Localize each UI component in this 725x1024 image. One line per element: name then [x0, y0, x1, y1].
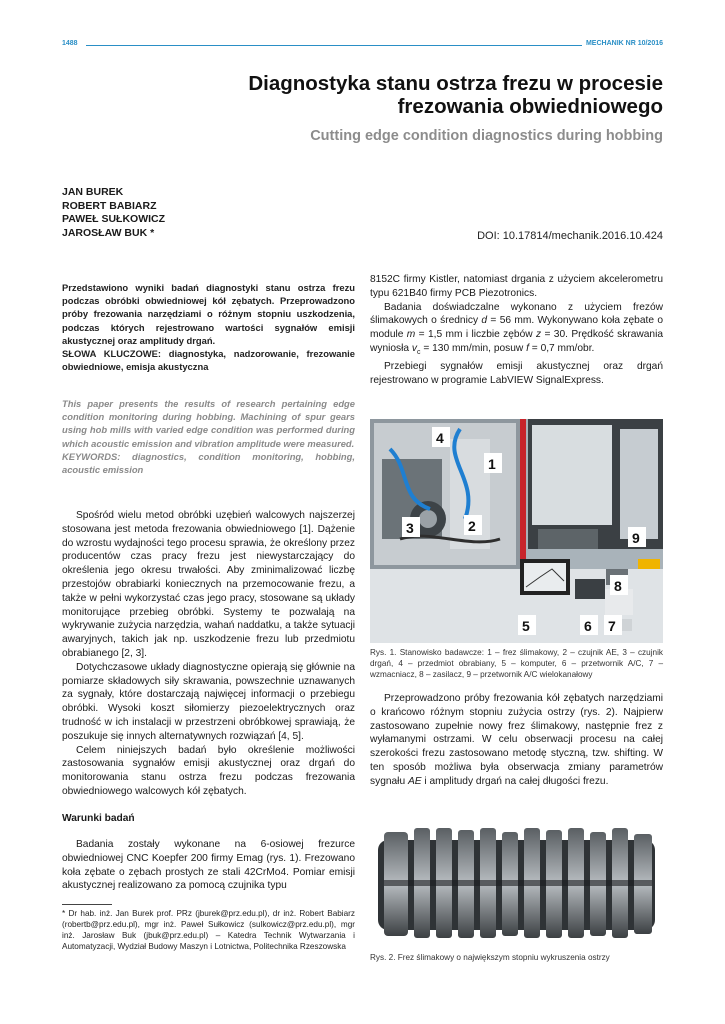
author-name: ROBERT BABIARZ	[62, 199, 157, 212]
footnote: * Dr hab. inż. Jan Burek prof. PRz (jburek@prz.edu.pl), dr inż. Robert Babiarz (robertb@prz.edu.pl), mgr inż. Paweł Sułkowicz (sulkowicz@prz.edu.pl), mgr inż. Jarosław Buk (jbuk@prz.edu.pl) – Katedra Technik Wytwarzania i Automatyzacji, Wydział Budowy Maszyn i Lotnictwa, Politechnika Rzeszowska	[62, 909, 355, 951]
abstract-text: Przedstawiono wyniki badań diagnostyki stanu ostrza frezu podczas obróbki obwiedniowej kół zębatych. Przeprowadzono próby frezowania narzędziami o różnym stopniu uszkodzenia, podczas których rejestrowano wartości sygnałów emisji akustycznej oraz amplitudy drgań.	[62, 282, 355, 346]
paragraph: Przebiegi sygnałów emisji akustycznej oraz drgań rejestrowano w programie LabVIEW SignalExpress.	[370, 360, 663, 386]
svg-text:4: 4	[436, 430, 444, 446]
section-body	[62, 838, 355, 893]
figure-1-test-stand	[370, 419, 663, 643]
footnote-rule	[62, 904, 112, 905]
svg-text:9: 9	[632, 530, 640, 546]
figure-1-caption: Rys. 1. Stanowisko badawcze: 1 – frez ślimakowy, 2 – czujnik AE, 3 – czujnik drgań, 4 – przedmiot obrabiany, 5 – komputer, 6 – przetwornik A/C, 7 – wzmacniacz, 8 – zasilacz, 9 – przetwornik A/C wielokanałowy	[370, 648, 663, 679]
svg-text:6: 6	[584, 618, 592, 634]
title-line-2: frezowania obwiedniowego	[397, 95, 663, 118]
english-title: Cutting edge condition diagnostics during hobbing	[310, 128, 663, 144]
svg-text:5: 5	[522, 618, 530, 634]
paragraph: Badania doświadczalne wykonano z użyciem frezów ślimakowych o średnicy d = 56 mm. Wykonywano koła zębate o module m = 1,5 mm i liczbie zębów z = 30. Prędkość skrawania wyniosła $v_c = 130$ mm/min, posuw f = 0,7 mm/obr.	[370, 301, 664, 357]
svg-text:2: 2	[468, 518, 476, 534]
paragraph: Celem niniejszych badań było określenie możliwości zastosowania sygnałów emisji akustycznej oraz drgań do monitorowania stanu ostrza frezu podczas frezowania obwiedniowego walcowych kół zębatych.	[62, 744, 355, 797]
figure-2-caption: Rys. 2. Frez ślimakowy o największym stopniu wykruszenia ostrzy	[370, 953, 610, 962]
svg-text:8: 8	[614, 578, 622, 594]
author-name: JAROSŁAW BUK *	[62, 226, 155, 239]
author-name: JAN BUREK	[62, 186, 124, 198]
section-heading: Warunki badań	[62, 813, 135, 824]
journal-name: MECHANIK NR 10/2016	[585, 40, 663, 47]
figure-2-hob	[370, 820, 663, 947]
author-list	[62, 186, 165, 240]
paragraph: Badania zostały wykonane na 6-osiowej frezurce obwiedniowej CNC Koepfer 200 firmy Emag (rys. 1). Frezowano koła zębate o zębach prostych ze stali 42CrMo4. Pomiar emisji akustycznej realizowano za pomocą czujnika typu	[62, 839, 355, 892]
paragraph: 8152C firmy Kistler, natomiast drgania z użyciem akcelerometru typu 621B40 firmy PCB Piezotronics.	[370, 274, 663, 299]
paragraph: Spośród wielu metod obróbki uzębień walcowych najszerzej stosowana jest metoda frezowania obwiedniowego [1]. Dążenie do wzrostu wydajności tego procesu sprawia, że określony przez producentów czas pracy frezu jest niewystarczający do określenia jego okresu trwałości. Aby zminimalizować liczbę przestojów obrabiarki koniecznych na przemocowanie frezu, a także w pełni wykorzystać czas jego pracy, stosowane są układy monitorujące przebieg obróbki. Systemy te pozwalają na wykrywanie zużycia narzędzia, wahań naddatku, a także sytuacji awaryjnych, takich jak np. uszkodzenie frezu lub przedmiotu obrabianego [2, 3].	[62, 510, 355, 659]
svg-text:3: 3	[406, 520, 414, 536]
author-name: PAWEŁ SUŁKOWICZ	[62, 213, 166, 225]
paragraph: Przeprowadzono próby frezowania kół zębatych narzędziami o krańcowo różnym stopniu zużycia ostrzy (rys. 2). Najpierw zastosowano zupełnie nowy frez ślimakowy, następnie frez z wyłamanymi ostrzami. W celu obserwacji procesu na całej szerokości frezu zastosowano metodę styczną, tzw. shifting. W ten sposób możliwa była obserwacja zmiany parametrów sygnału AE i amplitudy drgań na całej długości frezu.	[370, 693, 663, 787]
keywords-english: KEYWORDS: diagnostics, condition monitoring, hobbing, acoustic emission	[62, 450, 355, 476]
doi-link[interactable]: DOI: 10.17814/mechanik.2016.10.424	[477, 230, 663, 242]
hob-illustration	[370, 820, 663, 947]
abstract-polish	[62, 281, 355, 373]
introduction	[62, 509, 355, 799]
header-rule	[86, 45, 582, 46]
right-column-text-2	[370, 692, 663, 789]
abstract-english	[62, 397, 355, 476]
title-line-1: Diagnostyka stanu ostrza frezu w procesie	[248, 72, 663, 95]
svg-text:7: 7	[608, 618, 616, 634]
page-number: 1488	[62, 40, 78, 47]
keywords-polish: SŁOWA KLUCZOWE: diagnostyka, nadzorowanie, frezowanie obwiedniowe, emisja akustyczna	[62, 348, 355, 373]
right-column-text	[370, 273, 663, 387]
test-stand-illustration	[370, 419, 663, 643]
article-title	[143, 72, 663, 118]
svg-text:1: 1	[488, 456, 496, 472]
paragraph: Dotychczasowe układy diagnostyczne opierają się głównie na pomiarze składowych siły skrawania, powszechnie uznawanych za sygnały, które dostarczają najwięcej informacji o przebiegu obróbki. Wysoki koszt siłomierzy piezoelektrycznych oraz trudność w ich instalacji w przestrzeni obróbkowej sprawiają, że poszukuje się innych alternatywnych rozwiązań [4, 5].	[62, 661, 355, 742]
abstract-text-en: This paper presents the results of research pertaining edge condition monitoring during hobbing. Machining of spur gears using hob mills with varied edge condition was performed during which acoustic emission and vibration amplitude were measured.	[62, 398, 355, 449]
